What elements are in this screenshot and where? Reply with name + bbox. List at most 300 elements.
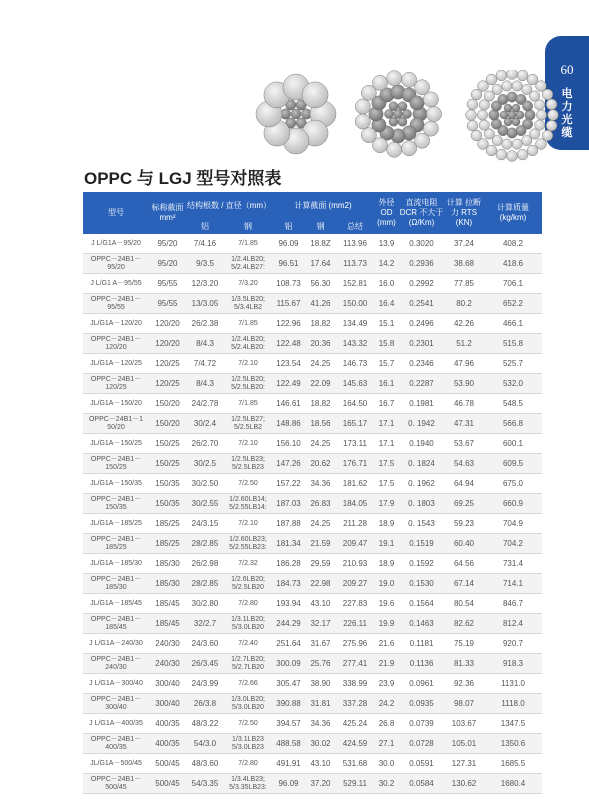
- cell-rts: 105.01: [444, 734, 484, 754]
- strand: [522, 101, 532, 111]
- cell-calc-al: 108.73: [272, 274, 305, 294]
- cell-mass: 918.3: [484, 654, 542, 674]
- cell-mass: 408.2: [484, 234, 542, 254]
- cell-rts: 42.26: [444, 314, 484, 334]
- cell-area: 150/35: [149, 474, 186, 494]
- cell-calc-total: 210.93: [336, 554, 374, 574]
- cell-strand-steel: 1/3.5LB20; 5/3.4LB2: [224, 294, 272, 314]
- cell-calc-al: 148.86: [272, 414, 305, 434]
- strand: [500, 111, 508, 119]
- cell-od: 26.8: [374, 714, 399, 734]
- cell-calc-total: 337.28: [336, 694, 374, 714]
- cell-od: 17.1: [374, 434, 399, 454]
- cell-area: 185/25: [149, 534, 186, 554]
- cell-area: 185/45: [149, 594, 186, 614]
- cable-cross-section-images: [252, 70, 582, 162]
- cell-area: 150/25: [149, 434, 186, 454]
- cell-dcr: 0.1181: [399, 634, 444, 654]
- cell-area: 400/35: [149, 734, 186, 754]
- strand: [491, 119, 501, 129]
- cell-area: 95/55: [149, 274, 186, 294]
- cell-strand-al: 54/3.35: [186, 774, 224, 794]
- strand: [398, 117, 407, 126]
- cell-dcr: 0. 1942: [399, 414, 444, 434]
- cell-strand-al: 24/3.60: [186, 634, 224, 654]
- table-row: [83, 354, 542, 374]
- cell-rts: 47.96: [444, 354, 484, 374]
- cell-calc-total: 143.32: [336, 334, 374, 354]
- strand: [525, 110, 535, 120]
- strand: [522, 135, 532, 145]
- cell-calc-al: 488.58: [272, 734, 305, 754]
- cell-area: 300/40: [149, 674, 186, 694]
- cell-calc-al: 122.96: [272, 314, 305, 334]
- cell-dcr: 0.1592: [399, 554, 444, 574]
- cell-area: 185/45: [149, 614, 186, 634]
- strand: [486, 74, 497, 85]
- strand: [479, 120, 489, 130]
- strand: [516, 125, 526, 135]
- cell-mass: 920.7: [484, 634, 542, 654]
- cell-area: 185/30: [149, 554, 186, 574]
- table-row: [83, 274, 542, 294]
- cell-mass: 660.9: [484, 494, 542, 514]
- cell-calc-total: 209.47: [336, 534, 374, 554]
- strand: [403, 110, 412, 119]
- cell-area: 400/35: [149, 714, 186, 734]
- cell-calc-steel: 24.25: [305, 514, 336, 534]
- strand: [512, 118, 520, 126]
- cell-calc-steel: 18.56: [305, 414, 336, 434]
- cell-strand-steel: 7/2.80: [224, 594, 272, 614]
- cell-od: 19.0: [374, 574, 399, 594]
- cell-od: 14.2: [374, 254, 399, 274]
- cell-model: JL/G1A－500/45: [83, 754, 149, 774]
- cell-calc-steel: 34.36: [305, 474, 336, 494]
- cell-dcr: 0.0935: [399, 694, 444, 714]
- strand: [535, 100, 545, 110]
- cell-strand-steel: 7/1.85: [224, 314, 272, 334]
- cell-strand-al: 13/3.05: [186, 294, 224, 314]
- cell-od: 16.7: [374, 394, 399, 414]
- cell-calc-steel: 31.67: [305, 634, 336, 654]
- cell-calc-steel: 43.10: [305, 594, 336, 614]
- cell-mass: 1347.5: [484, 714, 542, 734]
- cell-calc-al: 244.29: [272, 614, 305, 634]
- table-row: [83, 414, 542, 434]
- cell-rts: 69.25: [444, 494, 484, 514]
- strand: [466, 110, 477, 121]
- cell-calc-al: 186.28: [272, 554, 305, 574]
- cell-calc-al: 187.03: [272, 494, 305, 514]
- cell-dcr: 0.1136: [399, 654, 444, 674]
- cell-area: 150/20: [149, 394, 186, 414]
- cell-model: OPPC－24B1－120/20: [83, 334, 149, 354]
- cell-rts: 98.07: [444, 694, 484, 714]
- cell-od: 19.6: [374, 594, 399, 614]
- cell-od: 27.1: [374, 734, 399, 754]
- cell-strand-al: 9/3.5: [186, 254, 224, 274]
- cell-strand-steel: 1/3.1LB23 5/3.0LB23: [224, 734, 272, 754]
- table-row: [83, 314, 542, 334]
- table-row: [83, 374, 542, 394]
- cell-strand-steel: 1/2.6LB20; 5/2.5LB20: [224, 574, 272, 594]
- cell-calc-al: 390.88: [272, 694, 305, 714]
- cell-dcr: 0.3020: [399, 234, 444, 254]
- cell-calc-al: 251.64: [272, 634, 305, 654]
- table-row: [83, 234, 542, 254]
- cell-dcr: 0.1530: [399, 574, 444, 594]
- cell-calc-steel: 32.17: [305, 614, 336, 634]
- cell-mass: 675.0: [484, 474, 542, 494]
- cell-dcr: 0. 1543: [399, 514, 444, 534]
- cell-mass: 1350.6: [484, 734, 542, 754]
- cell-area: 300/40: [149, 694, 186, 714]
- cell-strand-al: 30/2.5: [186, 454, 224, 474]
- table-body: [83, 234, 542, 794]
- cell-strand-steel: 1/2.60LB23; 5/2.55LB23:: [224, 534, 272, 554]
- cell-model: JL/G1A－120/25: [83, 354, 149, 374]
- table-row: [83, 434, 542, 454]
- cell-model: JL/G1A－150/35: [83, 474, 149, 494]
- cell-mass: 515.8: [484, 334, 542, 354]
- strand: [402, 141, 417, 156]
- cell-calc-total: 173.11: [336, 434, 374, 454]
- cell-strand-al: 7/4.16: [186, 234, 224, 254]
- cell-strand-al: 32/2.7: [186, 614, 224, 634]
- cell-calc-total: 531.68: [336, 754, 374, 774]
- table-row: [83, 474, 542, 494]
- cell-dcr: 0.0591: [399, 754, 444, 774]
- cell-rts: 60.40: [444, 534, 484, 554]
- cell-od: 18.9: [374, 554, 399, 574]
- cell-calc-al: 96.51: [272, 254, 305, 274]
- cell-mass: 812.4: [484, 614, 542, 634]
- cell-mass: 704.9: [484, 514, 542, 534]
- cell-rts: 64.56: [444, 554, 484, 574]
- cell-strand-steel: 7/2.40: [224, 634, 272, 654]
- cell-model: OPPC－24B1－300/40: [83, 694, 149, 714]
- cell-area: 500/45: [149, 774, 186, 794]
- strand: [504, 118, 512, 126]
- cell-calc-al: 491.91: [272, 754, 305, 774]
- strand: [512, 139, 522, 149]
- strand: [527, 145, 538, 156]
- table-row: [83, 394, 542, 414]
- strand: [426, 106, 441, 121]
- strand: [542, 89, 553, 100]
- cell-calc-al: 184.73: [272, 574, 305, 594]
- cell-rts: 53.67: [444, 434, 484, 454]
- cell-calc-steel: 38.90: [305, 674, 336, 694]
- strand: [517, 70, 528, 81]
- cell-model: J L/G1 A－95/55: [83, 274, 149, 294]
- cell-dcr: 0. 1824: [399, 454, 444, 474]
- cell-calc-al: 96.09: [272, 774, 305, 794]
- strand: [467, 99, 478, 110]
- table-row: [83, 534, 542, 554]
- cell-area: 95/55: [149, 294, 186, 314]
- cell-rts: 59.23: [444, 514, 484, 534]
- cell-od: 16.1: [374, 374, 399, 394]
- cell-strand-al: 24/3.99: [186, 674, 224, 694]
- strand: [502, 81, 512, 91]
- cell-od: 18.9: [374, 514, 399, 534]
- header-steel: 钢: [244, 222, 252, 231]
- cell-calc-steel: 21.59: [305, 534, 336, 554]
- cell-calc-steel: 37.20: [305, 774, 336, 794]
- cell-od: 16.4: [374, 294, 399, 314]
- cell-calc-steel: 22.09: [305, 374, 336, 394]
- cell-calc-al: 394.57: [272, 714, 305, 734]
- cell-strand-al: 28/2.85: [186, 574, 224, 594]
- cell-strand-al: 30/2.55: [186, 494, 224, 514]
- header-od: 外径 OD (mm): [377, 198, 396, 227]
- cell-mass: 846.7: [484, 594, 542, 614]
- cell-calc-total: 113.96: [336, 234, 374, 254]
- header-calc-steel: 钢: [316, 222, 325, 231]
- cell-rts: 47.31: [444, 414, 484, 434]
- cell-rts: 51.2: [444, 334, 484, 354]
- cell-mass: 566.8: [484, 414, 542, 434]
- cell-area: 95/20: [149, 254, 186, 274]
- cell-dcr: 0.0728: [399, 734, 444, 754]
- cell-mass: 704.2: [484, 534, 542, 554]
- cell-calc-total: 425.24: [336, 714, 374, 734]
- table-row: [83, 454, 542, 474]
- cell-od: 16.0: [374, 274, 399, 294]
- strand: [546, 99, 557, 110]
- strand: [512, 104, 520, 112]
- cell-calc-total: 145.63: [336, 374, 374, 394]
- cell-strand-al: 48/3.60: [186, 754, 224, 774]
- cell-calc-al: 122.48: [272, 334, 305, 354]
- cell-calc-steel: 26.83: [305, 494, 336, 514]
- cell-calc-steel: 34.36: [305, 714, 336, 734]
- cell-calc-steel: 30.02: [305, 734, 336, 754]
- header-strand: 结构根数 / 直径（mm）: [187, 201, 271, 210]
- cell-strand-steel: 1/2.4LB20; 5/2.4LB20:: [224, 334, 272, 354]
- table-row: [83, 714, 542, 734]
- cell-strand-al: 30/2.80: [186, 594, 224, 614]
- cell-calc-al: 300.09: [272, 654, 305, 674]
- cell-strand-al: 26/2.38: [186, 314, 224, 334]
- cell-calc-steel: 29.59: [305, 554, 336, 574]
- strand: [507, 70, 518, 79]
- cell-od: 30.0: [374, 754, 399, 774]
- cell-model: J L/G1A－300/40: [83, 674, 149, 694]
- cell-model: J L/G1A－400/35: [83, 714, 149, 734]
- cell-strand-al: 26/2.98: [186, 554, 224, 574]
- cell-strand-steel: 1/2.4LB20; 5/2.4LB27:: [224, 254, 272, 274]
- cell-model: JL/G1A－120/20: [83, 314, 149, 334]
- strand: [479, 100, 489, 110]
- cell-model: OPPC－24B1－150/25: [83, 454, 149, 474]
- cell-calc-total: 134.49: [336, 314, 374, 334]
- header-calc: 计算截面 (mm2): [294, 201, 352, 210]
- table-row: [83, 574, 542, 594]
- strand: [389, 102, 398, 111]
- cell-strand-steel: 1/3.0LB20; 5/3.0LB20: [224, 694, 272, 714]
- cell-od: 17.5: [374, 454, 399, 474]
- strand: [517, 149, 528, 160]
- cell-strand-al: 7/4.72: [186, 354, 224, 374]
- strand: [529, 91, 539, 101]
- cell-calc-al: 187.88: [272, 514, 305, 534]
- table-row: [83, 754, 542, 774]
- cell-strand-steel: 7/2.10: [224, 514, 272, 534]
- cell-rts: 75.19: [444, 634, 484, 654]
- header-calc-al: 铝: [284, 222, 293, 231]
- cell-od: 23.9: [374, 674, 399, 694]
- cell-calc-al: 123.54: [272, 354, 305, 374]
- strand: [496, 70, 507, 81]
- cell-model: J L/G1A－95/20: [83, 234, 149, 254]
- page-number: 60: [560, 62, 574, 77]
- cell-area: 150/25: [149, 454, 186, 474]
- cell-model: JL/G1A－150/25: [83, 434, 149, 454]
- cell-model: JL/G1A－185/30: [83, 554, 149, 574]
- cell-calc-total: 424.59: [336, 734, 374, 754]
- cell-calc-total: 176.71: [336, 454, 374, 474]
- cell-calc-al: 122.49: [272, 374, 305, 394]
- cell-dcr: 0.2301: [399, 334, 444, 354]
- cell-area: 120/25: [149, 374, 186, 394]
- cell-model: J L/G1A－240/30: [83, 634, 149, 654]
- cell-mass: 1131.0: [484, 674, 542, 694]
- cell-mass: 466.1: [484, 314, 542, 334]
- cell-strand-steel: 7/2.66: [224, 674, 272, 694]
- cell-model: OPPC－24B1－400/35: [83, 734, 149, 754]
- table-row: [83, 634, 542, 654]
- strand: [394, 110, 403, 119]
- cell-strand-al: 12/3.20: [186, 274, 224, 294]
- strand: [535, 120, 545, 130]
- cell-strand-steel: 7/2.50: [224, 474, 272, 494]
- cell-calc-steel: 18.82: [305, 394, 336, 414]
- cell-calc-total: 181.62: [336, 474, 374, 494]
- cell-calc-al: 157.22: [272, 474, 305, 494]
- cell-strand-steel: 1/3.4LB23; 5/3.35LB23:: [224, 774, 272, 794]
- cell-od: 15.8: [374, 334, 399, 354]
- cell-od: 21.9: [374, 654, 399, 674]
- cell-mass: 600.1: [484, 434, 542, 454]
- cell-calc-total: 165.17: [336, 414, 374, 434]
- header-mass: 计算质量 (kg/km): [497, 203, 529, 222]
- strand: [536, 110, 546, 120]
- cell-strand-al: 26/3.8: [186, 694, 224, 714]
- cell-rts: 92.36: [444, 674, 484, 694]
- cell-calc-steel: 17.64: [305, 254, 336, 274]
- cell-calc-total: 164.50: [336, 394, 374, 414]
- cell-rts: 46.78: [444, 394, 484, 414]
- cell-area: 240/30: [149, 634, 186, 654]
- strand: [414, 133, 429, 148]
- strand: [498, 94, 508, 104]
- cell-dcr: 0.1981: [399, 394, 444, 414]
- cell-rts: 103.67: [444, 714, 484, 734]
- cell-mass: 731.4: [484, 554, 542, 574]
- strand: [467, 120, 478, 131]
- strand: [496, 149, 507, 160]
- table-row: [83, 734, 542, 754]
- cell-strand-al: 48/3.22: [186, 714, 224, 734]
- cable-diagram-1: [256, 74, 336, 154]
- cell-dcr: 0.0739: [399, 714, 444, 734]
- cell-calc-steel: 43.10: [305, 754, 336, 774]
- cell-calc-al: 147.26: [272, 454, 305, 474]
- cell-dcr: 0. 1803: [399, 494, 444, 514]
- header-al: 铝: [201, 222, 209, 231]
- strand: [512, 81, 522, 91]
- cell-calc-al: 146.61: [272, 394, 305, 414]
- strand: [492, 84, 502, 94]
- cell-calc-al: 305.47: [272, 674, 305, 694]
- cell-model: JL/G1A－185/25: [83, 514, 149, 534]
- cell-strand-steel: 1/2.5LB27; 5/2.5LB2: [224, 414, 272, 434]
- cell-strand-al: 30/2.4: [186, 414, 224, 434]
- cell-calc-al: 115.67: [272, 294, 305, 314]
- cell-strand-steel: 1/2.5LB20; 5/2.5LB20:: [224, 374, 272, 394]
- cell-rts: 54.63: [444, 454, 484, 474]
- cell-strand-steel: 7/2.50: [224, 714, 272, 734]
- strand: [372, 75, 387, 90]
- header-area: 标称截面 mm²: [151, 203, 184, 222]
- cell-strand-steel: 7/2.10: [224, 434, 272, 454]
- cell-dcr: 0.0584: [399, 774, 444, 794]
- table-row: [83, 614, 542, 634]
- cell-calc-steel: 22.98: [305, 574, 336, 594]
- cell-dcr: 0.2541: [399, 294, 444, 314]
- cell-mass: 532.0: [484, 374, 542, 394]
- cell-calc-steel: 20.62: [305, 454, 336, 474]
- header-dcr: 直流电阻 DCR 不大于 (Ω/Km): [399, 198, 444, 227]
- cell-calc-total: 150.00: [336, 294, 374, 314]
- cell-mass: 548.5: [484, 394, 542, 414]
- cell-od: 13.9: [374, 234, 399, 254]
- table-row: [83, 654, 542, 674]
- table-row: [83, 674, 542, 694]
- cell-model: OPPC－24B1－185/25: [83, 534, 149, 554]
- cell-calc-steel: 25.76: [305, 654, 336, 674]
- cell-calc-total: 275.96: [336, 634, 374, 654]
- cell-calc-total: 226.11: [336, 614, 374, 634]
- cell-model: OPPC－24B1－185/45: [83, 614, 149, 634]
- strand: [387, 71, 402, 86]
- cell-model: JL/G1A－150/20: [83, 394, 149, 414]
- cell-strand-al: 24/2.78: [186, 394, 224, 414]
- cell-area: 185/25: [149, 514, 186, 534]
- cell-mass: 706.1: [484, 274, 542, 294]
- strand: [402, 72, 417, 87]
- cable-diagram-2: [355, 71, 441, 158]
- cell-strand-steel: 1/2.60LB14; 5/2.55LB14:: [224, 494, 272, 514]
- cell-calc-steel: 18.8Z: [305, 234, 336, 254]
- strand: [355, 114, 370, 129]
- cell-strand-al: 8/4.3: [186, 334, 224, 354]
- strand: [546, 120, 557, 131]
- header-model: 型号: [108, 208, 124, 217]
- cable-diagram-3: [466, 70, 559, 161]
- cell-area: 500/45: [149, 754, 186, 774]
- cell-model: OPPC－24B1－185/30: [83, 574, 149, 594]
- cell-area: 150/20: [149, 414, 186, 434]
- cell-mass: 525.7: [484, 354, 542, 374]
- cell-strand-al: 54/3.0: [186, 734, 224, 754]
- cell-dcr: 0.2992: [399, 274, 444, 294]
- cell-calc-al: 96.09: [272, 234, 305, 254]
- strand: [489, 110, 499, 120]
